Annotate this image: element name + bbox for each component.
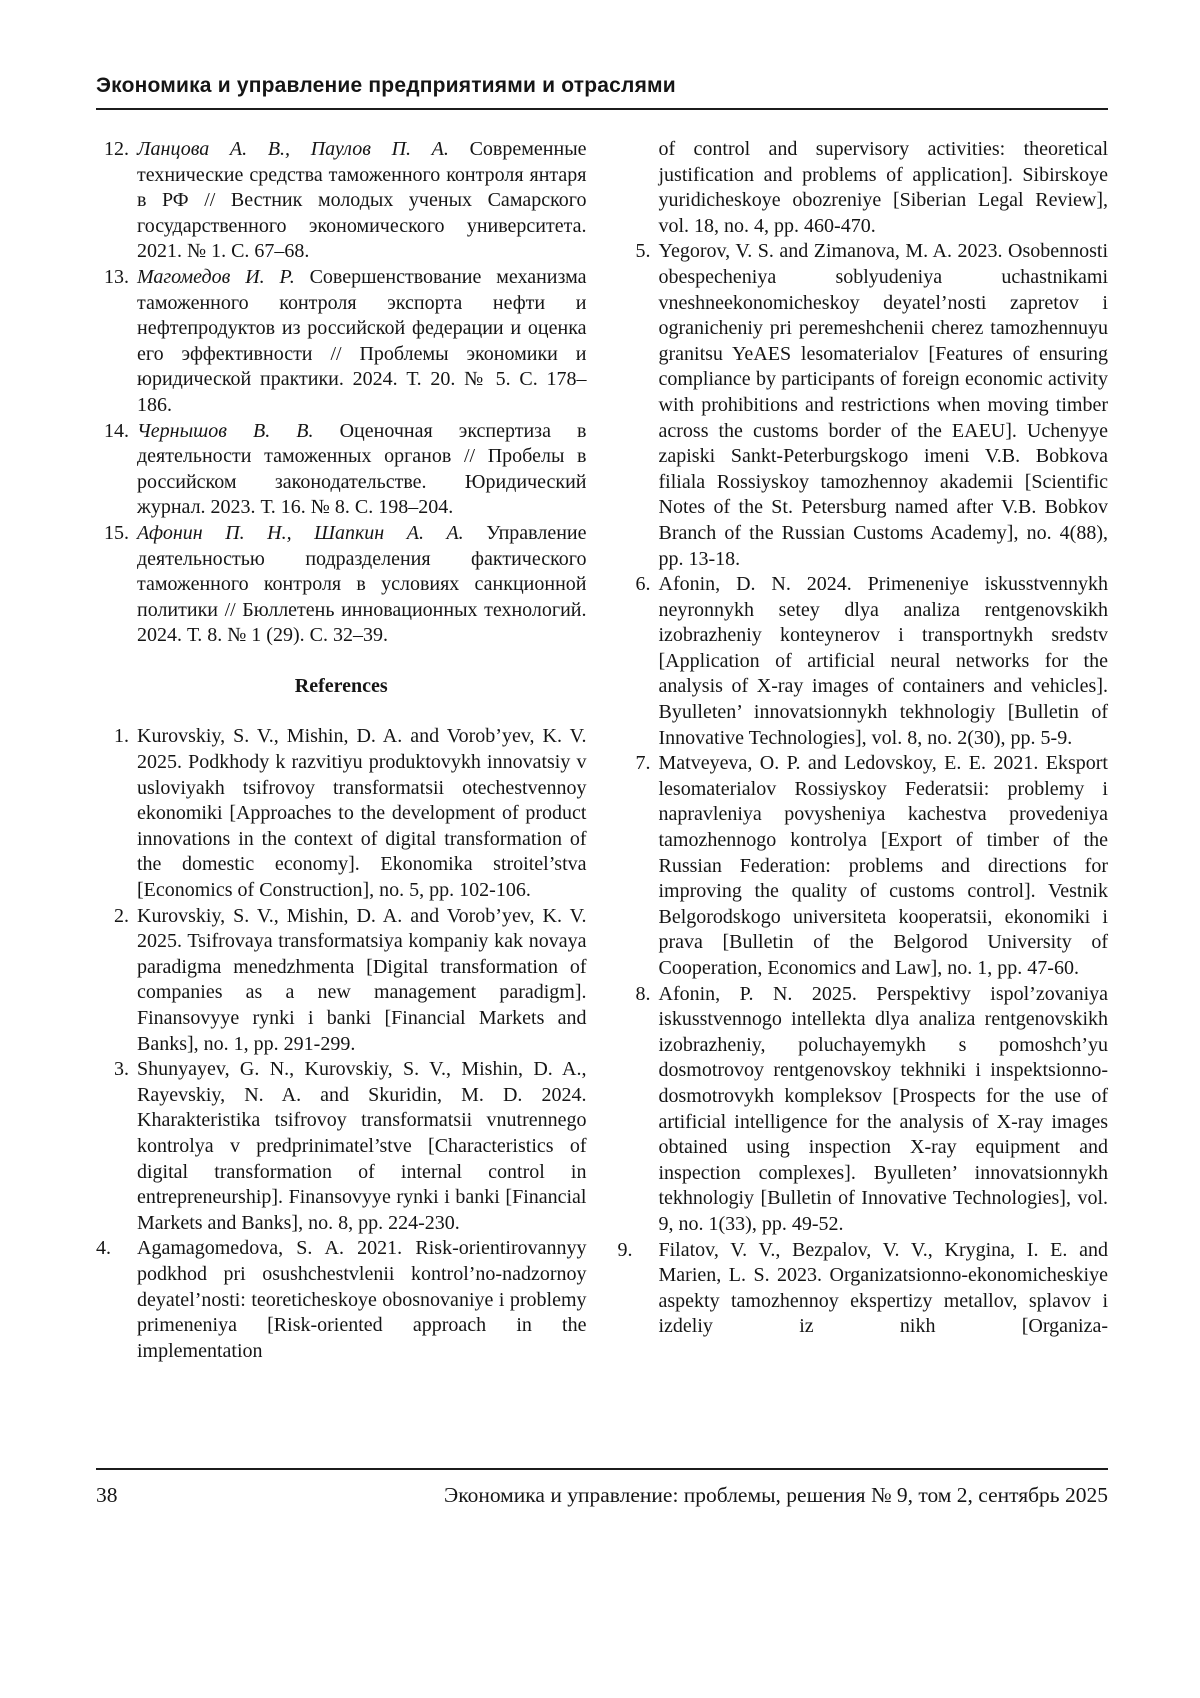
reference-authors: Чернышов В. В. [137,419,314,442]
reference-citation: Yegorov, V. S. and Zimanova, M. A. 2023. Osobennosti obespecheniya soblyudeniya uchastnikami vneshneekonomicheskoy deyatel’nosti zapretov i ogranicheniy pri peremeshchenii cherez tamozhennuyu granitsu YeAES lesomaterialov [Features of ensuring compliance by participants of foreign economic activity with prohibitions and restrictions when moving timber across the customs border of the EAEU]. Uchenyye zapiski Sankt-Peterburgskogo imeni V.B. Bobkova filiala Rossiyskoy tamozhennoy akademii [Scientific Notes of the St. Petersburg named after V.B. Bobkov Branch of the Russian Customs Academy], no. 4(88), pp. 13-18. [658,240,1108,570]
reference-number: 13. [104,265,129,288]
reference-number: 3. [114,1058,129,1081]
reference-citation: Совершенствование механизма таможенного контроля экспорта нефти и нефтепродуктов из российской федерации и оценка его эффективности // Проблемы экономики и юридической практики. 2024. Т. 20. № 5. С. 178–186. [137,265,587,416]
references-heading: References [294,674,388,697]
reference-item-2 [96,904,587,1058]
reference-citation: Afonin, D. N. 2024. Primeneniye iskusstvennykh neyronnykh setey dlya analiza rentgenovskikh izobrazheniy konteynerov i transportnykh sredstv [Application of artificial neural networks for the analysis of X-ray images of containers and vehicles]. Byulleten’ innovatsionnykh tekhnologiy [Bulletin of Innovative Technologies], vol. 8, no. 2(30), pp. 5-9. [658,573,1108,749]
reference-number: 14. [104,419,129,442]
reference-number: 4. [96,1237,111,1260]
reference-item-13 [96,265,587,419]
reference-number: 2. [114,904,129,927]
reference-number: 9. [617,1238,633,1261]
two-column-references [96,137,1108,1364]
reference-citation: Filatov, V. V., Bezpalov, V. V., Krygina, I. E. and Marien, L. S. 2023. Organizatsionno-ekonomicheskiye aspekty tamozhennoy ekspertizy metallov, splavov i izdeliy iz nikh [Organiza- [658,1238,1108,1338]
right-column [618,137,1109,1364]
reference-citation: Kurovskiy, S. V., Mishin, D. A. and Vorob’yev, K. V. 2025. Tsifrovaya transformatsiya kompaniy kak novaya paradigma menedzhmenta [Digital transformation of companies as a new management paradigm]. Finansovyye rynki i banki [Financial Markets and Banks], no. 1, pp. 291-299. [137,904,587,1055]
continuation-paragraph: of control and supervisory activities: theoretical justification and problems of application]. Sibirskoye yuridicheskoye obozreniye [Siberian Legal Review], vol. 18, no. 4, pp. 460-470. [658,138,1108,237]
reference-authors: Ланцова А. В., Паулов П. А. [137,138,449,160]
reference-citation: Kurovskiy, S. V., Mishin, D. A. and Vorob’yev, K. V. 2025. Podkhody k razvitiyu produktovykh innovatsiy v usloviyakh tsifrovoy transformatsii otechestvennoy ekonomiki [Approaches to the development of product innovations in the context of digital transformation of the domestic economy]. Ekonomika stroitel’stva [Economics of Construction], no. 5, pp. 102-106. [137,725,587,902]
reference-citation: Управление деятельностью подразделения фактического таможенного контроля в условиях санкционной политики // Бюллетень инновационных технологий. 2024. Т. 8. № 1 (29). С. 32–39. [137,521,587,647]
left-column [96,137,587,1364]
running-header: Экономика и управление предприятиями и отраслями [96,74,1108,110]
reference-item-5 [618,239,1109,572]
reference-item-6 [618,572,1109,751]
reference-item-1 [96,724,587,903]
reference-item-14 [96,419,587,521]
reference-item-12 [96,137,587,265]
reference-number: 1. [114,725,129,748]
reference-item-8 [618,982,1109,1238]
reference-citation: Matveyeva, O. P. and Ledovskoy, E. E. 2021. Eksport lesomaterialov Rossiyskoy Federatsii: problemy i napravleniya povysheniya kachestva provedeniya tamozhennogo kontrolya [Export of timber of the Russian Federation: problems and directions for improving the quality of customs control]. Vestnik Belgorodskogo universiteta kooperatsii, ekonomiki i prava [Bulletin of the Belgorod University of Cooperation, Economics and Law], no. 1, pp. 47-60. [658,752,1108,979]
page-number: 38 [96,1483,118,1507]
page-footer [96,1468,1108,1508]
reference-item-3 [96,1057,587,1236]
reference-citation: Afonin, P. N. 2025. Perspektivy ispol’zovaniya iskusstvennogo intellekta dlya analiza rentgenovskikh izobrazheniy, poluchayemykh s pomoshch’yu dosmotrovoy rentgenovskoy tekhniki i inspektsionno-dosmotrovykh kompleksov [Prospects for the use of artificial intelligence for the analysis of X-ray images obtained using inspection X-ray equipment and inspection complexes]. Byulleten’ innovatsionnykh tekhnologiy [Bulletin of Innovative Technologies], vol. 9, no. 1(33), pp. 49-52. [658,982,1108,1235]
reference-number: 15. [104,521,129,544]
reference-citation: Оценочная экспертиза в деятельности таможенных органов // Пробелы в российском законодательстве. Юридический журнал. 2023. Т. 16. № 8. С. 198–204. [137,419,587,519]
reference-item-7 [618,751,1109,981]
reference-item-15 [96,521,587,649]
reference-number: 12. [104,138,129,160]
reference-authors: Афонин П. Н., Шапкин А. А. [137,521,464,544]
reference-number: 8. [635,982,651,1005]
reference-authors: Магомедов И. Р. [137,265,295,288]
reference-item-4 [96,1236,587,1364]
reference-number: 6. [635,573,651,596]
footer-journal-line: Экономика и управление: проблемы, решения № 9, том 2, сентябрь 2025 [444,1483,1108,1507]
reference-citation: Shunyayev, G. N., Kurovskiy, S. V., Mishin, D. A., Rayevskiy, N. A. and Skuridin, M. D. 2024. Kharakteristika tsifrovoy transformatsii vnutrennego kontrolya v predprinimatel’stve [Characteristics of digital transformation of internal control in entrepreneurship]. Finansovyye rynki i banki [Financial Markets and Banks], no. 8, pp. 224-230. [137,1058,587,1234]
reference-number: 7. [635,752,651,775]
reference-number: 5. [635,240,651,263]
reference-item-9 [618,1238,1109,1340]
reference-citation: Современные технические средства таможенного контроля янтаря в РФ // Вестник молодых ученых Самарского государственного экономического университета. 2021. № 1. С. 67–68. [137,138,587,263]
reference-citation: Agamagomedova, S. A. 2021. Risk-orientirovannyy podkhod pri osushchestvlenii kontrol’no-nadzornoy deyatel’nosti: teoreticheskoye obosnovaniye i problemy primeneniya [Risk-oriented approach in the implementation [137,1237,587,1362]
